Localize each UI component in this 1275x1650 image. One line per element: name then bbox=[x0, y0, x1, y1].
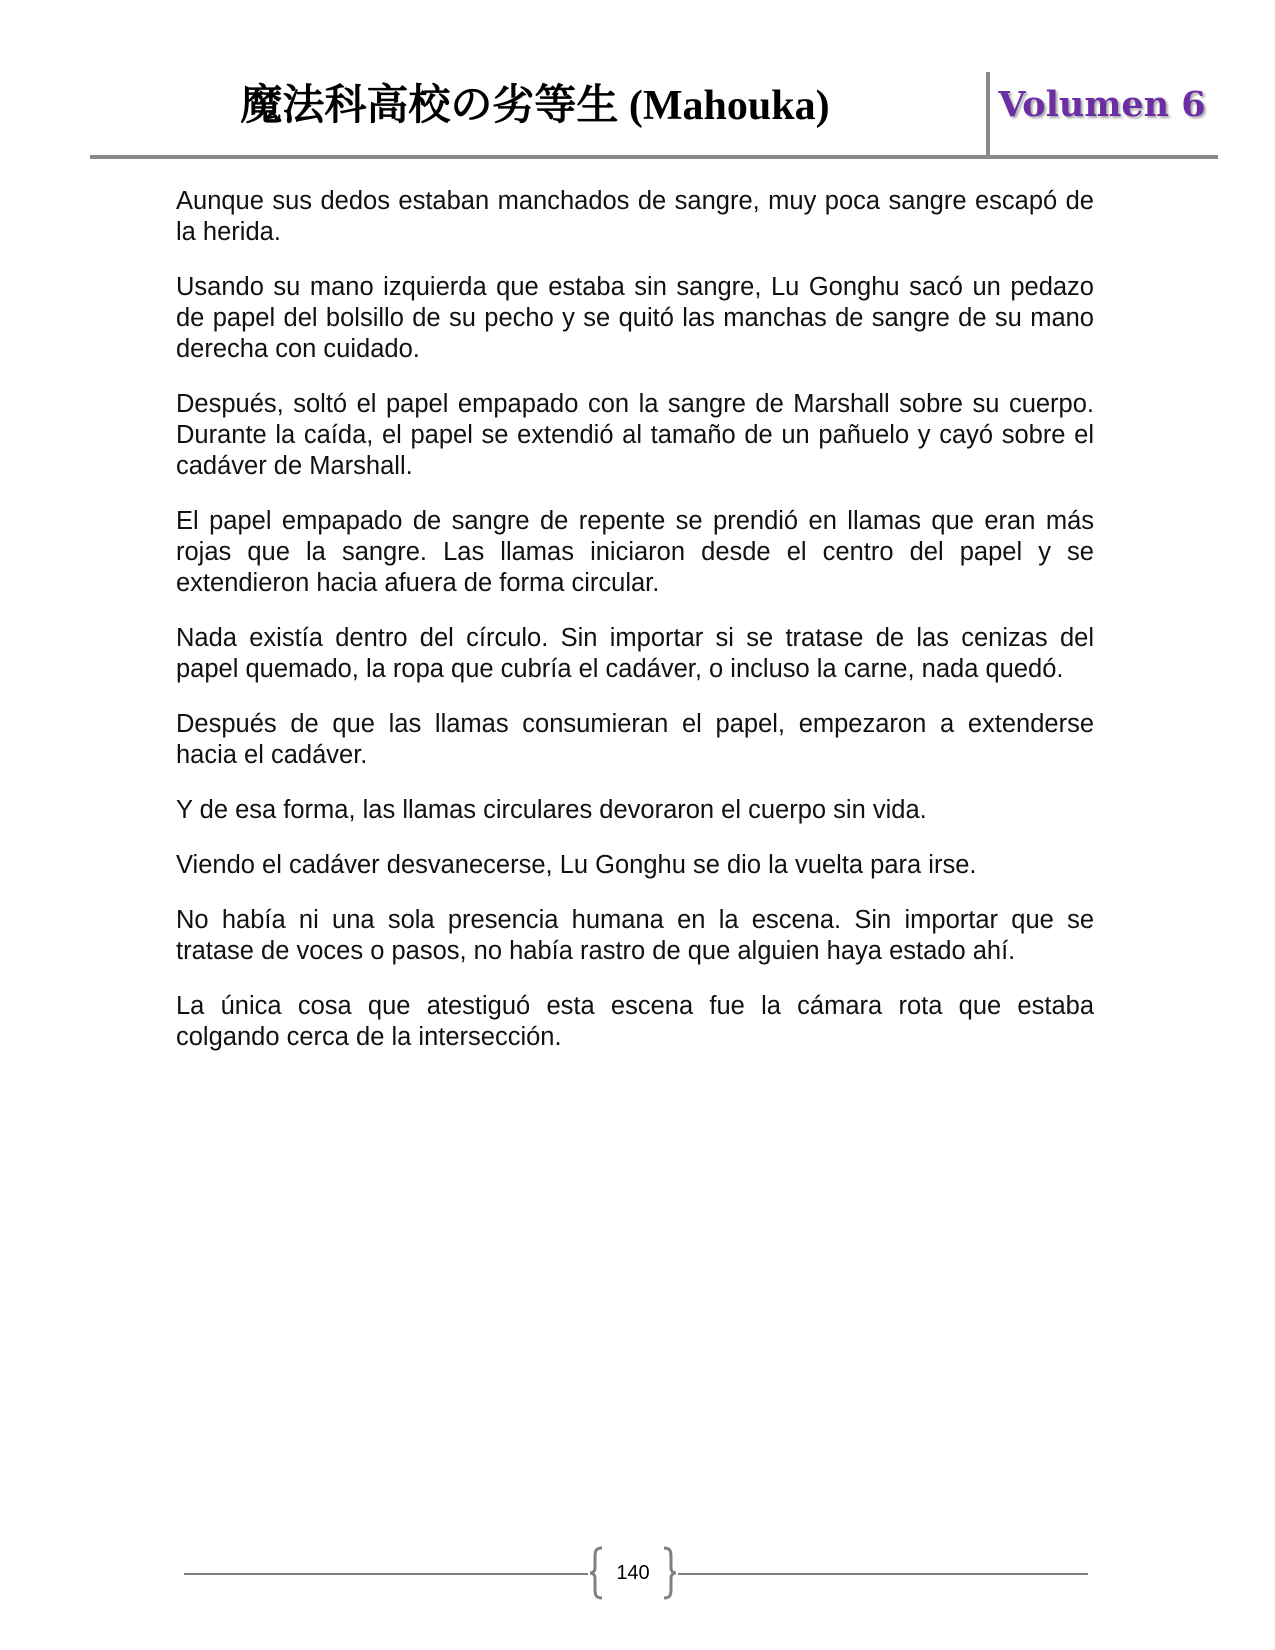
header-divider bbox=[986, 72, 990, 156]
header-rule bbox=[90, 155, 1218, 159]
paragraph: La única cosa que atestiguó esta escena fue la cámara rota que estaba colgando cerca de la intersección. bbox=[176, 992, 1094, 1051]
paragraph: Después, soltó el papel empapado con la sangre de Marshall sobre su cuerpo. Durante la caída, el papel se extendió al tamaño de un pañuelo y cayó sobre el cadáver de Marshall. bbox=[176, 390, 1094, 480]
page-number: 140 bbox=[616, 1562, 650, 1584]
volume-label: Volumen 6 bbox=[998, 84, 1206, 125]
paragraph: Viendo el cadáver desvanecerse, Lu Gonghu se dio la vuelta para irse. bbox=[176, 851, 977, 879]
paragraph: Y de esa forma, las llamas circulares devoraron el cuerpo sin vida. bbox=[176, 796, 927, 824]
paragraph: Nada existía dentro del círculo. Sin importar si se tratase de las cenizas del papel quemado, la ropa que cubría el cadáver, o incluso la carne, nada quedó. bbox=[176, 624, 1094, 683]
paragraph: Usando su mano izquierda que estaba sin sangre, Lu Gonghu sacó un pedazo de papel del bolsillo de su pecho y se quitó las manchas de sangre de su mano derecha con cuidado. bbox=[176, 273, 1094, 363]
paragraph: No había ni una sola presencia humana en la escena. Sin importar que se tratase de voces o pasos, no había rastro de que alguien haya estado ahí. bbox=[176, 906, 1094, 965]
footer-rule-right bbox=[678, 1573, 1088, 1575]
page-body bbox=[176, 186, 1094, 1077]
footer-rule-left bbox=[184, 1573, 588, 1575]
paragraph: Aunque sus dedos estaban manchados de sangre, muy poca sangre escapó de la herida. bbox=[176, 187, 1094, 246]
paragraph: El papel empapado de sangre de repente se prendió en llamas que eran más rojas que la sangre. Las llamas iniciaron desde el centro del papel y se extendieron hacia afuera de forma circular. bbox=[176, 507, 1094, 597]
book-title: 魔法科高校の劣等生 (Mahouka) bbox=[240, 83, 830, 129]
left-brace-icon bbox=[588, 1546, 604, 1600]
right-brace-icon bbox=[662, 1546, 678, 1600]
paragraph: Después de que las llamas consumieran el papel, empezaron a extenderse hacia el cadáver. bbox=[176, 710, 1094, 769]
